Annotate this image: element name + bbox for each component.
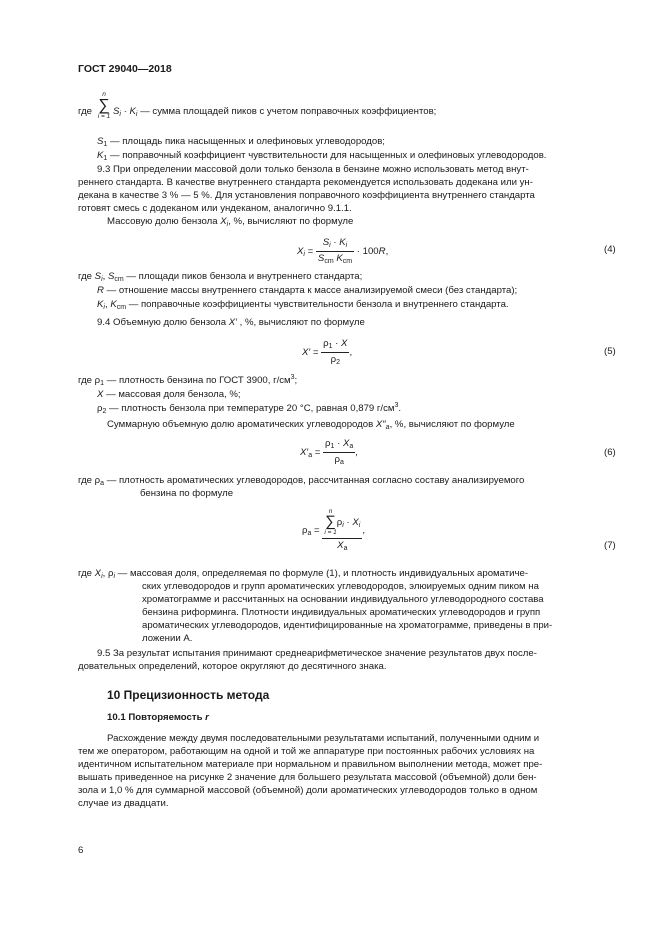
equation-5 xyxy=(302,338,352,367)
psum-a: Суммарную объемную долю ароматических углеводородов xyxy=(107,419,376,430)
where-block-5-line-4: бензина риформинга. Плотности индивидуальных ароматических углеводородов и групп xyxy=(142,607,541,618)
sum-dot: · xyxy=(120,106,130,117)
wb4-l1-desc: — плотность ароматических углеводородов, рассчитанная согласно составу анализируемого xyxy=(104,475,525,486)
wb3-rho1: ρ xyxy=(94,375,101,386)
sum-bottom-2: i = 1 xyxy=(324,529,337,536)
where-block-3-line-3 xyxy=(97,403,401,416)
eq4-tail-end: , xyxy=(385,246,389,258)
k1-symbol: K xyxy=(97,150,104,161)
eq5-num-rho-sub: 1 xyxy=(328,343,333,350)
wb5-xi: X xyxy=(94,568,102,579)
where-block-4-line-1 xyxy=(78,475,524,488)
eq4-num-s: S xyxy=(322,237,330,248)
eq6-lhs: X′ xyxy=(300,447,309,459)
s101-title: 10.1 Повторяемость xyxy=(107,712,206,723)
wb4-rho-sub: а xyxy=(100,480,105,487)
section-10-1-line-3: идентичном испытательном материале при нормальном и правильном выполнении метода, может пре- xyxy=(78,759,543,770)
eq5-tail: , xyxy=(349,347,353,359)
eq5-num-rho: ρ xyxy=(323,338,329,349)
eq6-fraction xyxy=(323,438,355,467)
sum-s-sub: i xyxy=(119,111,121,118)
wb2-ki-sub: i xyxy=(103,304,105,311)
wb3-rho2-desc: — плотность бензола при температуре 20 °С, равная 0,879 г/см xyxy=(106,403,395,414)
section-10-1-heading xyxy=(107,712,209,723)
sum-k: K xyxy=(129,106,136,117)
sum-s: S xyxy=(113,106,120,117)
eq4-tail-r: R xyxy=(378,246,386,258)
wb3-rho1-sub: 1 xyxy=(100,380,105,387)
wb3-rho2-sub: 2 xyxy=(102,408,107,415)
para-9-3-line-3: декана в качестве 3 % — 5 %. Для установления поправочного коэффициента внутреннего стандарта xyxy=(78,190,535,201)
wb2-k-desc: — поправочные коэффициенты чувствительности бензола и внутреннего стандарта. xyxy=(126,299,509,310)
eq4-eq: = xyxy=(304,246,316,258)
k1-desc: — поправочный коэффициент чувствительности для насыщенных и олефиновых углеводородов. xyxy=(107,150,547,161)
wb4-rho: ρ xyxy=(94,475,101,486)
wb2-r-desc: — отношение массы внутреннего стандарта к массе анализируемой смеси (без стандарта); xyxy=(103,285,518,296)
eq6-num-dot: · xyxy=(334,438,343,449)
eq4-den-s: S xyxy=(317,253,325,264)
wb2-ki: K xyxy=(97,299,104,310)
para-9-5-line-2: довательных определений, которое округляют до десятичного знака. xyxy=(78,661,387,672)
eq6-lhs-sub: a xyxy=(308,452,313,460)
wb2-scm-sub: cm xyxy=(114,276,124,283)
wb2-si-sub: i xyxy=(101,276,103,283)
p93-l5b: , %, вычисляют по формуле xyxy=(228,216,354,227)
wb5-xi-sub: i xyxy=(101,573,103,580)
equation-6 xyxy=(300,438,358,467)
para-sum-aromatic xyxy=(107,419,515,432)
psum-x-sub: a xyxy=(385,424,390,431)
equation-4-number: (4) xyxy=(604,244,616,255)
eq4-tail: · 100 xyxy=(356,246,379,258)
p94-b: , %, вычисляют по формуле xyxy=(236,317,365,328)
eq7-den-x: X xyxy=(337,540,344,551)
eq7-num-x-sub: i xyxy=(358,522,361,530)
wb5-comma: , xyxy=(102,568,108,579)
sigma-glyph-1: ∑ xyxy=(98,97,110,114)
para-9-3-line-4: готовят смесь с додеканом или ундеканом, аналогично 9.1.1. xyxy=(78,203,352,214)
sum-bottom-1: i = 1 xyxy=(97,113,111,120)
para-9-3-line-1: 9.3 При определении массовой доли только бензола в бензине можно использовать метод внут- xyxy=(97,164,529,175)
s1-definition xyxy=(97,136,385,149)
eq5-num-x: X xyxy=(341,338,348,349)
eq7-fraction xyxy=(322,508,362,553)
where-block-5-line-3: хроматограмме и рассчитанных на основании индивидуального углеводородного состава xyxy=(142,594,544,605)
eq5-fraction xyxy=(321,338,349,367)
p93-l5a: Массовую долю бензола xyxy=(107,216,221,227)
eq6-num-x: X xyxy=(342,438,350,449)
psum-b: , %, вычисляют по формуле xyxy=(389,419,515,430)
where-block-2-line-3: $K_i$, $K_{cm}$ — поправочные коэффициенты чувствительности бензола и внутреннего стандарта. xyxy=(97,299,509,311)
eq5-num-dot: · xyxy=(332,338,342,349)
wb5-rhoi-sub: i xyxy=(113,573,116,580)
k1-sub: 1 xyxy=(103,155,108,162)
eq4-den-k: K xyxy=(336,253,343,264)
p94-a: 9.4 Объемную долю бензола xyxy=(97,317,229,328)
wb3-rho2-end: . xyxy=(398,403,402,414)
sum-top-2: n xyxy=(328,508,333,515)
eq4-num-dot: · xyxy=(330,237,340,248)
wb5-where: где xyxy=(78,568,95,579)
eq4-fraction xyxy=(316,237,354,266)
sum-description-line xyxy=(113,106,436,119)
eq6-eq: = xyxy=(312,447,324,459)
wb2-si: S xyxy=(94,271,102,282)
s1-desc: — площадь пика насыщенных и олефиновых углеводородов; xyxy=(107,136,385,147)
sum-desc: — сумма площадей пиков с учетом поправочных коэффициентов; xyxy=(137,106,437,117)
eq7-num-rho-sub: i xyxy=(342,522,344,530)
section-10-1-line-1: Расхождение между двумя последовательными результатами испытаний, полученными одним и xyxy=(107,733,540,744)
where-block-5-line-5: ароматических углеводородов, идентифицированные на хроматограмме, приведены в при- xyxy=(142,620,553,631)
k1-definition xyxy=(97,150,546,163)
p94-x: X′ xyxy=(228,317,237,328)
sigma-glyph-2: ∑ xyxy=(325,513,336,530)
p93-x: X xyxy=(220,216,227,227)
wb3-rho1-end: ; xyxy=(294,375,298,386)
wb3-rho1-sup: 3 xyxy=(290,374,295,381)
wb5-rhoi: ρ xyxy=(107,568,114,579)
eq4-lhs: X xyxy=(297,246,304,258)
section-10-1-line-5: зола и 1,0 % для суммарной массовой (объемной) доли ароматических углеводородов только в одном xyxy=(78,785,538,796)
eq5-lhs: X′ xyxy=(302,347,311,359)
s1-symbol: S xyxy=(97,136,104,147)
wb4-where: где xyxy=(78,475,95,486)
section-10-1-line-2: тем же оператором, работающим на одной и той же аппаратуре при постоянных рабочих условиях на xyxy=(78,746,535,757)
section-10-1-line-6: случае из двадцати. xyxy=(78,798,169,809)
wb2-r: R xyxy=(97,285,104,296)
equation-5-number: (5) xyxy=(604,346,616,357)
eq4-num-k: K xyxy=(339,237,346,248)
eq7-lhs: ρ xyxy=(302,525,308,537)
eq4-lhs-sub: i xyxy=(303,251,305,259)
para-9-3-line-2: реннего стандарта. В качестве внутреннего стандарта рекомендуется использовать додекана или ун- xyxy=(78,177,533,188)
para-9-4 xyxy=(97,317,365,329)
where-block-5-line-2: ских углеводородов и групп ароматических углеводородов, элюируемых одним пиком на xyxy=(142,581,539,592)
eq5-eq: = xyxy=(310,347,322,359)
equation-7-number: (7) xyxy=(604,540,616,551)
where-block-3-line-2 xyxy=(97,389,241,401)
section-10-1-line-4: вышать приведенное на рисунке 2 значение для большего результата массовой (объемной) доли бен- xyxy=(78,772,537,783)
eq7-lhs-sub: a xyxy=(307,530,312,538)
eq6-den-rho: ρ xyxy=(334,454,340,465)
s1-sub: 1 xyxy=(103,141,108,148)
psum-x: X″ xyxy=(375,419,386,430)
eq6-den-rho-sub: a xyxy=(339,459,344,466)
eq4-num-s-sub: i xyxy=(329,242,331,249)
wb3-rho1-desc: — плотность бензина по ГОСТ 3900, г/см xyxy=(104,375,291,386)
sum-k-sub: i xyxy=(135,111,138,118)
eq7-num-rho: ρ xyxy=(336,517,343,529)
sum-symbol-1 xyxy=(97,91,111,121)
p93-x-sub: i xyxy=(226,221,229,228)
wb2-s-desc: — площади пиков бензола и внутреннего стандарта; xyxy=(123,271,363,282)
eq7-num-dot: · xyxy=(343,517,353,529)
standard-title: ГОСТ 29040—2018 xyxy=(78,63,172,75)
eq4-den-s-sub: cm xyxy=(324,258,334,265)
equation-4 xyxy=(297,237,388,266)
para-9-5-line-1: 9.5 За результат испытания принимают среднеарифметическое значение результатов двух после- xyxy=(97,648,537,659)
where-block-2-line-1 xyxy=(78,271,362,284)
eq6-num-rho-sub: 1 xyxy=(330,443,335,450)
s101-sym: r xyxy=(205,712,209,723)
wb3-x: X xyxy=(97,389,104,400)
where-block-3-line-1 xyxy=(78,375,297,388)
eq4-num-k-sub: i xyxy=(345,242,348,249)
eq5-den-rho-sub: 2 xyxy=(336,359,340,366)
wb3-x-desc: — массовая доля бензола, %; xyxy=(103,389,241,400)
eq7-den-x-sub: a xyxy=(343,545,348,552)
eq4-den-k-sub: cm xyxy=(342,258,353,265)
eq6-num-x-sub: a xyxy=(349,443,354,450)
wb2-kcm-sub: cm xyxy=(116,304,127,311)
wb5-l1-desc: — массовая доля, определяемая по формуле (1), и плотность индивидуальных ароматиче- xyxy=(115,568,529,579)
where-block-2-line-2 xyxy=(97,285,517,297)
where-label-1: где xyxy=(78,106,93,117)
eq6-num-rho: ρ xyxy=(325,438,331,449)
eq7-tail: , xyxy=(362,525,365,537)
wb3-rho2: ρ xyxy=(97,403,103,414)
wb2-comma: , xyxy=(102,271,108,282)
wb2-scm: S xyxy=(107,271,115,282)
page-number: 6 xyxy=(78,845,84,856)
wb3-rho2-sup: 3 xyxy=(394,402,399,409)
equation-6-number: (6) xyxy=(604,447,616,458)
eq7-num-x: X xyxy=(352,517,359,529)
eq6-tail: , xyxy=(355,447,358,459)
where-block-5-line-1 xyxy=(78,568,528,581)
eq7-eq: = xyxy=(311,525,323,537)
eq5-den-rho: ρ xyxy=(330,354,337,365)
where-block-5-line-6: ложении А. xyxy=(142,633,193,644)
equation-7 xyxy=(302,508,365,553)
wb2-where: где xyxy=(78,271,95,282)
wb3-where: где xyxy=(78,375,95,386)
sum-top-1: n xyxy=(102,91,106,98)
where-block-4-line-2: бензина по формуле xyxy=(140,488,234,499)
sum-symbol-2 xyxy=(324,508,336,537)
para-9-3-line-5 xyxy=(107,216,353,229)
wb2-kcm: K xyxy=(110,299,117,310)
section-10-heading: 10 Прецизионность метода xyxy=(107,688,270,702)
